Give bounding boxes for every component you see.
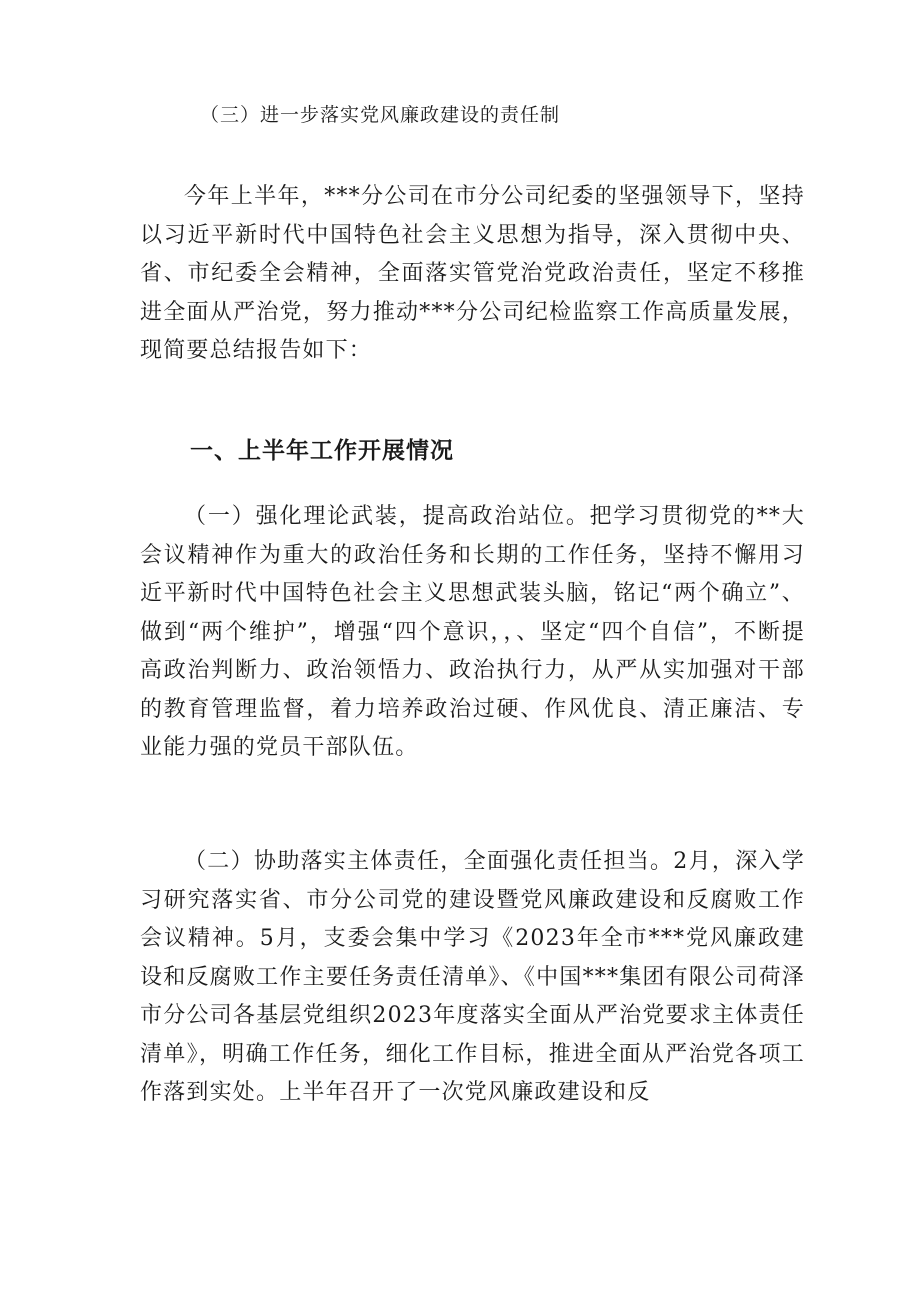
body-paragraph-1: （一）强化理论武装，提高政治站位。把学习贯彻党的**大会议精神作为重大的政治任务和长期的工作任务，坚持不懈用习近平新时代中国特色社会主义思想武装头脑，铭记“两个确立”、做到“两个维护”，增强“四个意识，，、坚定“四个自信”，不断提高政治判断力、政治领悟力、政治执行力，从严从实加强对干部的教育管理监督，着力培养政治过硬、作风优良、清正廉洁、专业能力强的党员干部队伍。 <box>140 504 805 760</box>
subsection-heading: （三）进一步落实党风廉政建设的责任制 <box>200 104 561 126</box>
intro-paragraph: 今年上半年，***分公司在市分公司纪委的坚强领导下，坚持以习近平新时代中国特色社会主义思想为指导，深入贯彻中央、省、市纪委全会精神，全面落实管党治党政治责任，坚定不移推进全面从严治党，努力推动***分公司纪检监察工作高质量发展，现简要总结报告如下： <box>140 184 805 363</box>
body-paragraph-2: （二）协助落实主体责任，全面强化责任担当。2月，深入学习研究落实省、市分公司党的建设暨党风廉政建设和反腐败工作会议精神。5月，支委会集中学习《2023年全市***党风廉政建设和反腐败工作主要任务责任清单》、《中国***集团有限公司荷泽市分公司各基层党组织2023年度落实全面从严治党要求主体责任清单》，明确工作任务，细化工作目标，推进全面从严治党各项工作落到实处。上半年召开了一次党风廉政建设和反 <box>140 849 805 1105</box>
section-title: 一、上半年工作开展情况 <box>190 438 454 464</box>
